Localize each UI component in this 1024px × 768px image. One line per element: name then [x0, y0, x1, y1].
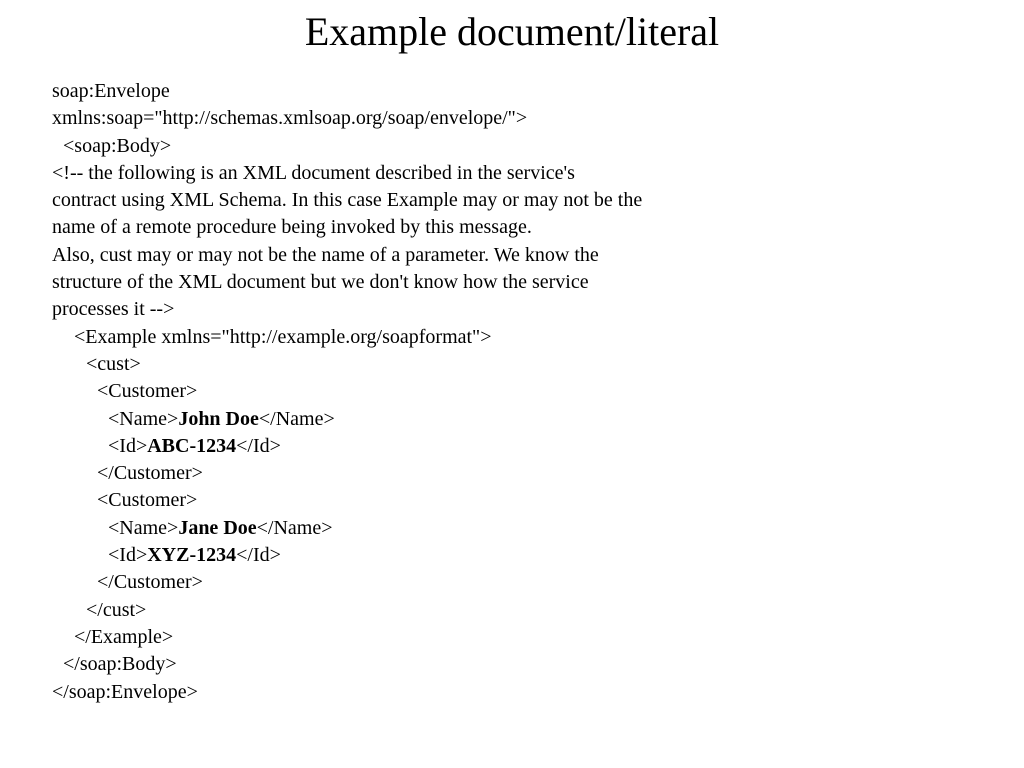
cust-close-line: </cust> [86, 598, 147, 621]
comment-line: contract using XML Schema. In this case Example may or may not be the [52, 189, 643, 212]
customer-name-value: Jane Doe [178, 516, 257, 539]
customer-id-value: XYZ-1234 [147, 544, 237, 567]
name-open-tag: <Name> [108, 516, 179, 539]
customer-open-line: <Customer> [97, 489, 198, 512]
name-close-tag: </Name> [256, 516, 333, 539]
customer-name-value: John Doe [178, 407, 259, 430]
id-open-tag: <Id> [108, 544, 148, 567]
customer-id-line [52, 542, 992, 569]
customer-close-line: </Customer> [97, 571, 203, 594]
id-open-tag: <Id> [108, 434, 148, 457]
example-close-line: </Example> [74, 625, 174, 648]
envelope-close-line: </soap:Envelope> [52, 680, 198, 703]
customer-id-value: ABC-1234 [147, 434, 237, 457]
envelope-open-line: soap:Envelope [52, 80, 170, 102]
body-open-line: <soap:Body> [63, 134, 172, 157]
customer-close-line: </Customer> [97, 462, 203, 485]
comment-line: Also, cust may or may not be the name of a parameter. We know the [52, 243, 599, 266]
customer-id-line [52, 433, 992, 460]
example-open-line: <Example xmlns="http://example.org/soapformat"> [74, 325, 492, 348]
id-close-tag: </Id> [236, 544, 281, 567]
slide-title: Example document/literal [304, 9, 720, 54]
comment-line: <!-- the following is an XML document described in the service's [52, 161, 575, 184]
soap-message-code [52, 78, 992, 706]
comment-line: structure of the XML document but we don't know how the service [52, 271, 589, 294]
cust-open-line: <cust> [86, 352, 141, 375]
id-close-tag: </Id> [236, 434, 281, 457]
comment-line: processes it --> [52, 298, 175, 321]
customer-name-line [52, 515, 992, 542]
envelope-namespace-line: xmlns:soap="http://schemas.xmlsoap.org/soap/envelope/"> [52, 107, 528, 130]
customer-name-line [52, 406, 992, 433]
name-open-tag: <Name> [108, 407, 179, 430]
name-close-tag: </Name> [258, 407, 335, 430]
comment-line: name of a remote procedure being invoked by this message. [52, 216, 532, 239]
body-close-line: </soap:Body> [63, 653, 177, 676]
customer-open-line: <Customer> [97, 380, 198, 403]
